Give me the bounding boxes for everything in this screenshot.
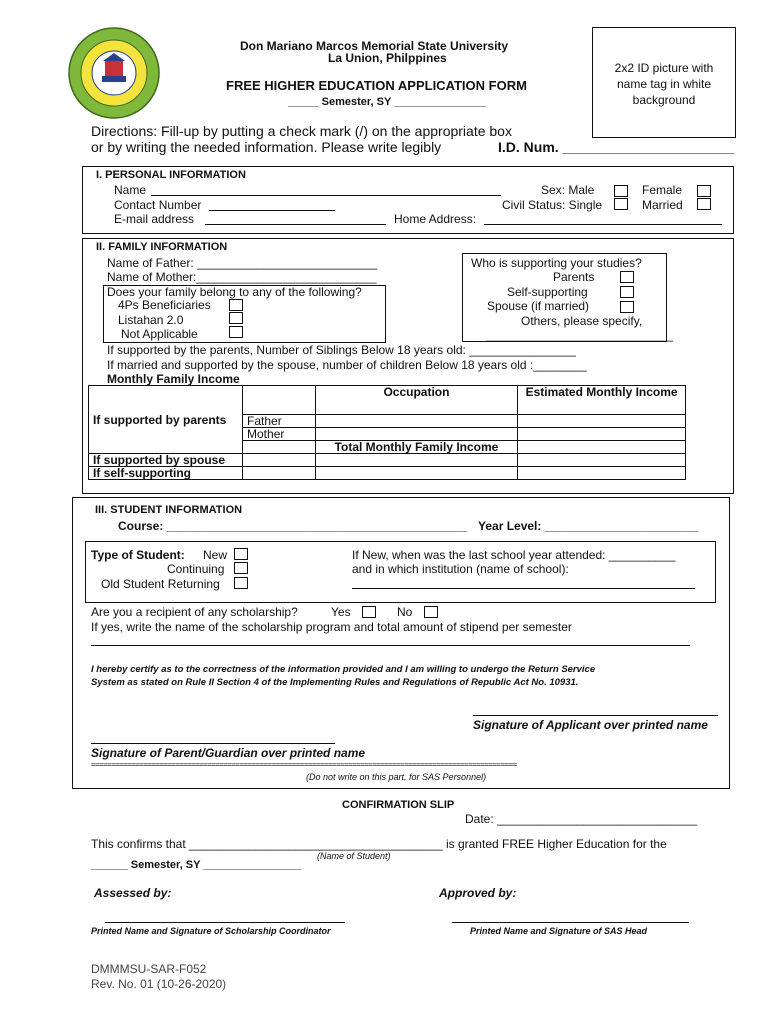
spouse-income-cell[interactable] — [518, 453, 686, 466]
support-parents-checkbox[interactable] — [620, 271, 634, 283]
certification-line-1: I hereby certify as to the correctness of the information provided and I am willing to undergo the Return Service — [91, 664, 596, 675]
sex-female-checkbox[interactable] — [697, 185, 711, 197]
support-question: Who is supporting your studies? — [471, 256, 642, 270]
family-info-heading: II. FAMILY INFORMATION — [96, 241, 228, 253]
university-location: La Union, Philppines — [328, 51, 447, 65]
opt-4ps-checkbox[interactable] — [229, 299, 243, 311]
coordinator-signature-line[interactable] — [105, 922, 345, 923]
applicant-signature-label: Signature of Applicant over printed name — [473, 718, 708, 732]
spouse-occupation-cell[interactable] — [315, 453, 517, 466]
support-self-checkbox[interactable] — [620, 286, 634, 298]
home-address-field[interactable] — [484, 224, 722, 225]
sas-head-signature-line[interactable] — [452, 922, 689, 923]
coordinator-label: Printed Name and Signature of Scholarship Coordinator — [91, 926, 331, 936]
assessed-by-label: Assessed by: — [94, 886, 172, 900]
name-label: Name — [114, 183, 147, 197]
parent-signature-line[interactable] — [91, 743, 335, 744]
confirmation-date-field[interactable]: Date: ______________________________ — [465, 812, 698, 826]
student-continuing-label: Continuing — [167, 562, 225, 576]
student-new-checkbox[interactable] — [234, 548, 248, 560]
sex-male-checkbox[interactable] — [614, 185, 628, 197]
certification-line-2: System as stated on Rule II Section 4 of the Implementing Rules and Regulations of Republic Act No. 10931. — [91, 677, 579, 688]
personal-info-heading: I. PERSONAL INFORMATION — [96, 169, 246, 181]
applicant-signature-line[interactable] — [473, 715, 718, 716]
support-others-field[interactable]: ____________________________ — [486, 328, 673, 342]
separator-line: ========================================================================================================== — [91, 760, 517, 769]
mother-occupation-cell[interactable] — [315, 427, 517, 440]
opt-listahan-checkbox[interactable] — [229, 312, 243, 324]
email-field[interactable] — [205, 224, 386, 225]
self-income-cell[interactable] — [518, 466, 686, 479]
support-self-label: Self-supporting — [507, 285, 588, 299]
sex-label: Sex: Male — [541, 183, 595, 197]
total-income-label: Total Monthly Family Income — [315, 440, 517, 453]
photo-box-text: 2x2 ID picture with name tag in white background — [614, 61, 714, 107]
support-spouse-checkbox[interactable] — [620, 301, 634, 313]
father-name-field[interactable]: Name of Father: ___________________________ — [107, 256, 378, 270]
col-occupation: Occupation — [315, 386, 517, 415]
income-heading: Monthly Family Income — [107, 372, 240, 386]
opt-listahan-label: Listahan 2.0 — [118, 313, 184, 327]
student-continuing-checkbox[interactable] — [234, 562, 248, 574]
scholarship-yes-checkbox[interactable] — [362, 606, 376, 618]
student-name-hint: (Name of Student) — [317, 851, 391, 861]
course-field[interactable]: Course: _____________________________________________ — [118, 519, 467, 533]
scholarship-no-checkbox[interactable] — [424, 606, 438, 618]
form-revision: Rev. No. 01 (10-26-2020) — [91, 977, 227, 991]
student-old-checkbox[interactable] — [234, 577, 248, 589]
separator-note: (Do not write on this part, for SAS Personnel) — [306, 772, 487, 782]
civil-married-checkbox[interactable] — [697, 198, 711, 210]
father-income-cell[interactable] — [518, 414, 686, 427]
support-others-label: Others, please specify, — [521, 314, 643, 328]
form-title: FREE HIGHER EDUCATION APPLICATION FORM — [226, 78, 527, 93]
scholarship-no-label: No — [397, 605, 413, 619]
home-address-label: Home Address: — [394, 212, 477, 226]
student-info-heading: III. STUDENT INFORMATION — [95, 504, 243, 516]
student-type-label: Type of Student: — [91, 548, 185, 562]
sex-female-label: Female — [642, 183, 683, 197]
income-table — [88, 385, 686, 480]
scholarship-detail-field[interactable] — [91, 645, 690, 646]
scholarship-yes-label: Yes — [331, 605, 351, 619]
total-income-cell[interactable] — [518, 440, 686, 453]
mother-income-cell[interactable] — [518, 427, 686, 440]
confirmation-statement[interactable]: This confirms that ______________________________________ is granted FREE Higher Education for the — [91, 837, 667, 851]
sas-head-label: Printed Name and Signature of SAS Head — [470, 926, 648, 936]
civil-married-label: Married — [642, 198, 683, 212]
directions-line-1: Directions: Fill-up by putting a check mark (/) on the appropriate box — [91, 123, 512, 139]
contact-field[interactable] — [209, 210, 335, 211]
children-field[interactable]: If married and supported by the spouse, number of children Below 18 years old :________ — [107, 358, 587, 372]
support-parents-label: Parents — [553, 270, 595, 284]
self-occupation-cell[interactable] — [315, 466, 517, 479]
directions-line-2: or by writing the needed information. Please write legibly — [91, 139, 442, 155]
self-cell-1[interactable] — [243, 466, 316, 479]
father-label: Father — [243, 414, 316, 427]
id-number-field[interactable]: I.D. Num. ______________________ — [498, 139, 734, 155]
mother-name-field[interactable]: Name of Mother:___________________________ — [107, 270, 377, 284]
university-name: Don Mariano Marcos Memorial State University — [240, 39, 509, 53]
scholarship-detail-label: If yes, write the name of the scholarship program and total amount of stipend per semester — [91, 620, 572, 634]
confirmation-semester-line[interactable]: ______ Semester, SY ________________ — [91, 859, 302, 871]
support-spouse-label: Spouse (if married) — [487, 299, 590, 313]
last-school-year-field[interactable]: If New, when was the last school year attended: __________ — [352, 548, 676, 562]
spouse-cell-1[interactable] — [243, 453, 316, 466]
parent-signature-label: Signature of Parent/Guardian over printed name — [91, 746, 366, 760]
university-seal — [67, 26, 161, 120]
civil-status-label: Civil Status: Single — [502, 198, 603, 212]
opt-na-label: Not Applicable — [121, 327, 198, 341]
row-self-label: If self-supporting — [89, 466, 243, 479]
father-occupation-cell[interactable] — [315, 414, 517, 427]
student-new-label: New — [203, 548, 228, 562]
civil-single-checkbox[interactable] — [614, 198, 628, 210]
confirmation-title: CONFIRMATION SLIP — [342, 799, 455, 811]
opt-na-checkbox[interactable] — [229, 326, 243, 338]
header-semester-line[interactable]: _____ Semester, SY _______________ — [288, 96, 486, 108]
contact-label: Contact Number — [114, 198, 202, 212]
row-parents-label: If supported by parents — [89, 414, 243, 453]
year-level-field[interactable]: Year Level: _______________________ — [478, 519, 699, 533]
institution-field[interactable] — [352, 588, 695, 589]
siblings-field[interactable]: If supported by the parents, Number of Siblings Below 18 years old: ________________ — [107, 343, 576, 357]
form-code: DMMMSU-SAR-F052 — [91, 962, 207, 976]
name-field[interactable] — [151, 195, 501, 196]
email-label: E-mail address — [114, 212, 195, 226]
scholarship-question: Are you a recipient of any scholarship? — [91, 605, 298, 619]
mother-label: Mother — [243, 427, 316, 440]
family-program-question: Does your family belong to any of the following? — [107, 285, 362, 299]
student-old-label: Old Student Returning — [101, 577, 220, 591]
institution-label: and in which institution (name of school): — [352, 562, 569, 576]
row-spouse-label: If supported by spouse — [89, 453, 243, 466]
col-income: Estimated Monthly Income — [518, 386, 686, 415]
approved-by-label: Approved by: — [439, 886, 517, 900]
opt-4ps-label: 4Ps Beneficiaries — [118, 298, 211, 312]
